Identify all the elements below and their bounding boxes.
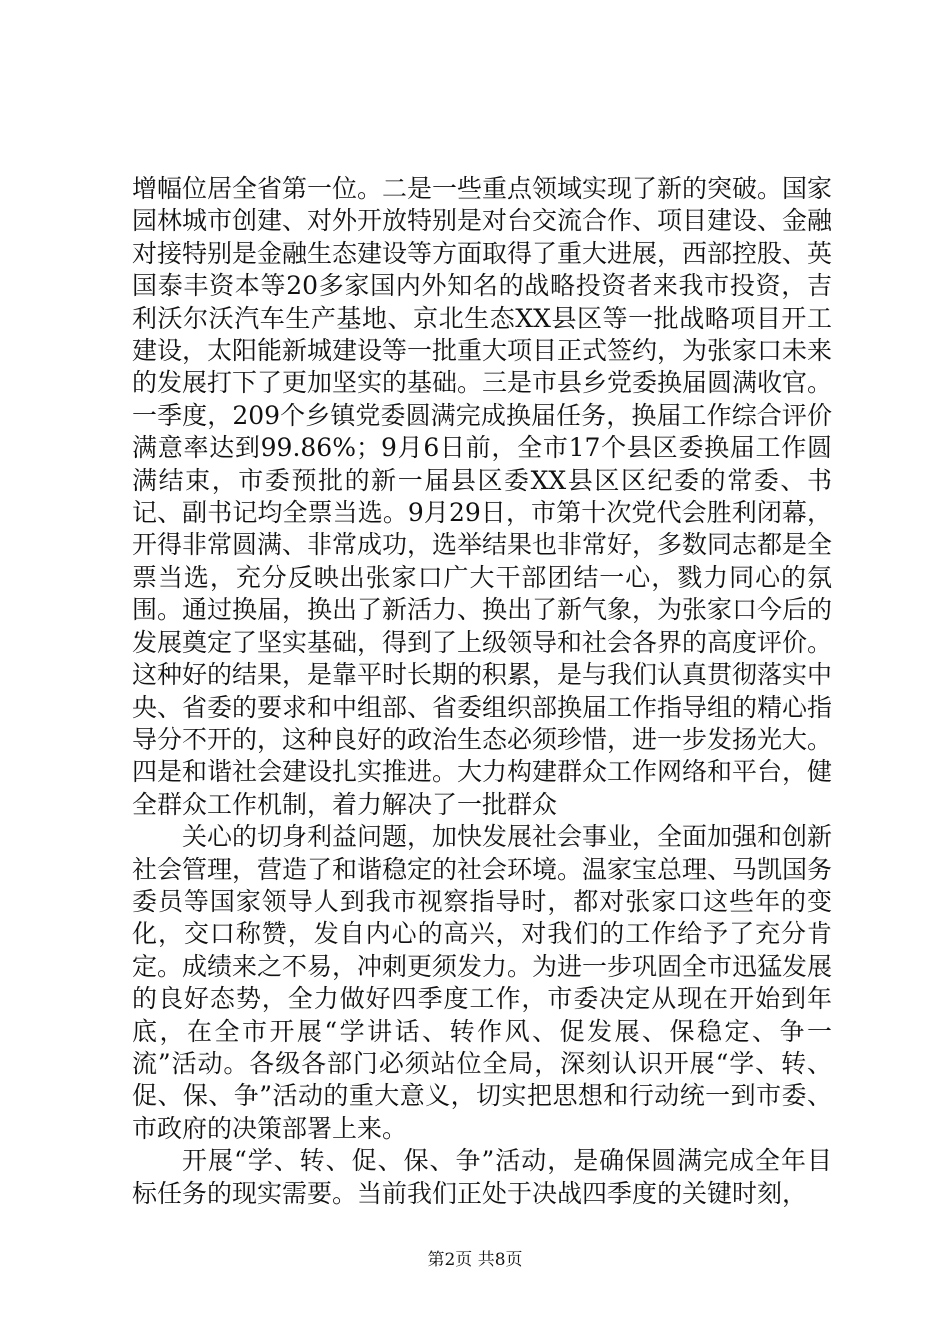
page-number-label: 第2页 共8页 [427,1250,523,1270]
document-body [132,173,832,1210]
page-footer [0,1245,950,1270]
paragraph-2: 关心的切身利益问题，加快发展社会事业，全面加强和创新社会管理，营造了和谐稳定的社会环境。温家宝总理、马凯国务委员等国家领导人到我市视察指导时，都对张家口这些年的变化，交口称赞，发自内心的高兴，对我们的工作给予了充分肯定。成绩来之不易，冲刺更须发力。为进一步巩固全市迅猛发展的良好态势，全力做好四季度工作，市委决定从现在开始到年底，在全市开展“学讲话、转作风、促发展、保稳定、争一流”活动。各级各部门必须站位全局，深刻认识开展“学、转、促、保、争”活动的重大意义，切实把思想和行动统一到市委、市政府的决策部署上来。 [132,822,833,1143]
paragraph-3: 开展“学、转、促、保、争”活动，是确保圆满完成全年目标任务的现实需要。当前我们正处于决战四季度的关键时刻， [132,1146,832,1208]
paragraph-1: 增幅位居全省第一位。二是一些重点领域实现了新的突破。国家园林城市创建、对外开放特别是对台交流合作、项目建设、金融对接特别是金融生态建设等方面取得了重大进展，西部控股、英国泰丰资本等20多家国内外知名的战略投资者来我市投资，吉利沃尔沃汽车生产基地、京北生态XX县区等一批战略项目开工建设，太阳能新城建设等一批重大项目正式签约，为张家口未来的发展打下了更加坚实的基础。三是市县乡党委换届圆满收官。一季度，209个乡镇党委圆满完成换届任务，换届工作综合评价满意率达到99.86%；9月6日前，全市17个县区委换届工作圆满结束，市委预批的新一届县区委XX县区区纪委的常委、书记、副书记均全票当选。9月29日，市第十次党代会胜利闭幕，开得非常圆满、非常成功，选举结果也非常好，多数同志都是全票当选，充分反映出张家口广大干部团结一心，戮力同心的氛围。通过换届，换出了新活力、换出了新气象，为张家口今后的发展奠定了坚实基础，得到了上级领导和社会各界的高度评价。这种好的结果，是靠平时长期的积累，是与我们认真贯彻落实中央、省委的要求和中组部、省委组织部换届工作指导组的精心指导分不开的，这种良好的政治生态必须珍惜，进一步发扬光大。四是和谐社会建设扎实推进。大力构建群众工作网络和平台，健全群众工作机制，着力解决了一批群众 [132,174,833,819]
